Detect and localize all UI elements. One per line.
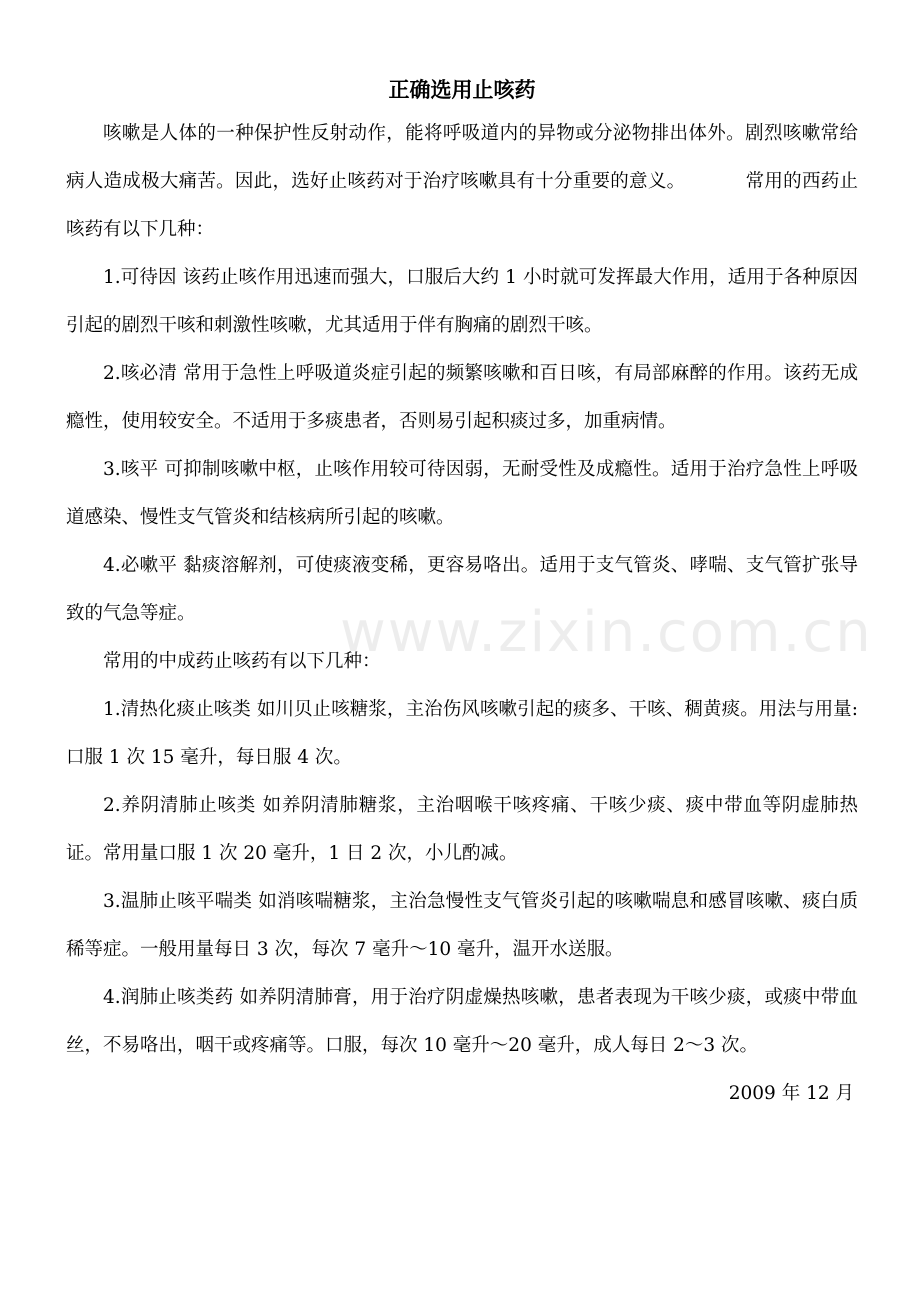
western-drug-4: 4.必嗽平 黏痰溶解剂，可使痰液变稀，更容易咯出。适用于支气管炎、哮喘、支气管扩张导致的气急等症。 <box>66 555 858 624</box>
intro-text: 咳嗽是人体的一种保护性反射动作，能将呼吸道内的异物或分泌物排出体外。剧烈咳嗽常给病人造成极大痛苦。因此，选好止咳药对于治疗咳嗽具有十分重要的意义。 <box>66 123 858 192</box>
tcm-drug-1: 1.清热化痰止咳类 如川贝止咳糖浆，主治伤风咳嗽引起的痰多、干咳、稠黄痰。用法与用量:口服 1 次 15 毫升，每日服 4 次。 <box>66 699 858 768</box>
western-drug-1: 1.可待因 该药止咳作用迅速而强大，口服后大约 1 小时就可发挥最大作用，适用于各种原因引起的剧烈干咳和刺激性咳嗽，尤其适用于伴有胸痛的剧烈干咳。 <box>66 267 858 336</box>
tcm-heading: 常用的中成药止咳药有以下几种： <box>103 651 381 672</box>
tcm-drug-2: 2.养阴清肺止咳类 如养阴清肺糖浆，主治咽喉干咳疼痛、干咳少痰、痰中带血等阴虚肺热证。常用量口服 1 次 20 毫升，1 日 2 次，小儿酌减。 <box>66 795 858 864</box>
intro-paragraph <box>66 110 858 254</box>
western-drug-2: 2.咳必清 常用于急性上呼吸道炎症引起的频繁咳嗽和百日咳，有局部麻醉的作用。该药无成瘾性，使用较安全。不适用于多痰患者，否则易引起积痰过多，加重病情。 <box>66 363 858 432</box>
western-heading: 常用的西药止咳药有以下几种： <box>66 171 858 240</box>
document-page <box>66 70 858 1118</box>
tcm-drug-3: 3.温肺止咳平喘类 如消咳喘糖浆，主治急慢性支气管炎引起的咳嗽喘息和感冒咳嗽、痰白质稀等症。一般用量每日 3 次，每次 7 毫升～10 毫升，温开水送服。 <box>66 891 858 960</box>
western-drug-3: 3.咳平 可抑制咳嗽中枢，止咳作用较可待因弱，无耐受性及成瘾性。适用于治疗急性上呼吸道感染、慢性支气管炎和结核病所引起的咳嗽。 <box>66 459 858 528</box>
tcm-drug-4: 4.润肺止咳类药 如养阴清肺膏，用于治疗阴虚燥热咳嗽，患者表现为干咳少痰，或痰中带血丝，不易咯出，咽干或疼痛等。口服，每次 10 毫升～20 毫升，成人每日 2～3 次。 <box>66 987 858 1056</box>
document-date: 2009 年 12 月 <box>728 1083 854 1104</box>
watermark: www.zixin.com.cn <box>340 600 873 665</box>
document-title: 正确选用止咳药 <box>388 78 536 102</box>
